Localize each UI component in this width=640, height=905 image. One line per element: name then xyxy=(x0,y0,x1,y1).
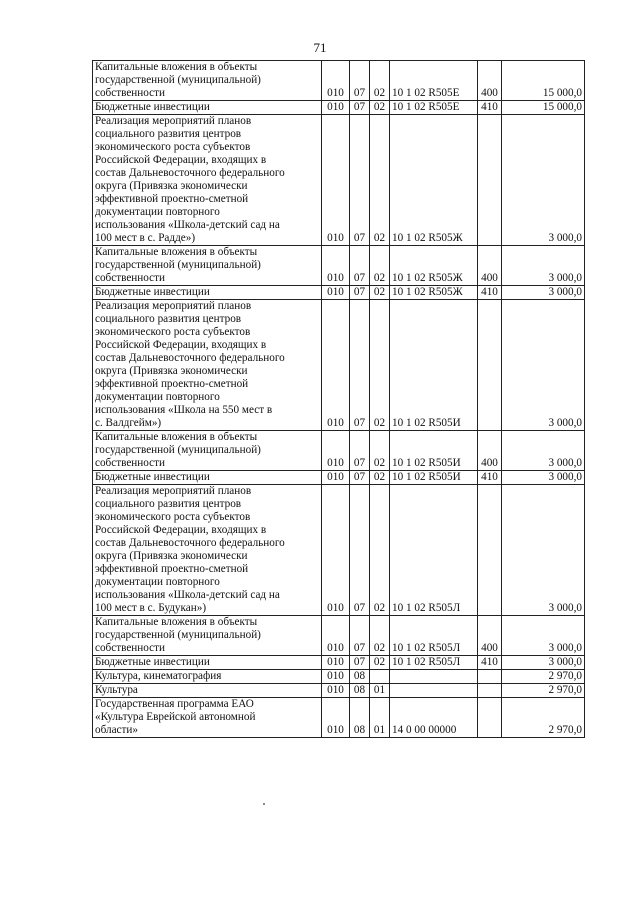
table-row xyxy=(93,286,585,300)
cell-section: 07 xyxy=(350,485,370,616)
cell-section: 07 xyxy=(350,656,370,670)
cell-amount: 3 000,0 xyxy=(502,485,585,616)
cell-subsection xyxy=(370,670,390,684)
cell-amount: 2 970,0 xyxy=(502,670,585,684)
table-row xyxy=(93,656,585,670)
table-row xyxy=(93,101,585,115)
cell-target-article: 10 1 02 R505Л xyxy=(390,656,478,670)
cell-grbs: 010 xyxy=(322,670,350,684)
table-row xyxy=(93,485,585,616)
cell-name: Бюджетные инвестиции xyxy=(93,286,322,300)
cell-amount: 3 000,0 xyxy=(502,115,585,246)
cell-expense-type: 410 xyxy=(478,656,502,670)
cell-target-article: 10 1 02 R505И xyxy=(390,431,478,471)
cell-target-article: 10 1 02 R505Е xyxy=(390,61,478,101)
cell-expense-type xyxy=(478,485,502,616)
cell-section: 07 xyxy=(350,101,370,115)
cell-grbs: 010 xyxy=(322,115,350,246)
cell-name: Государственная программа ЕАО «Культура Еврейской автономной области» xyxy=(93,698,322,738)
cell-grbs: 010 xyxy=(322,300,350,431)
cell-grbs: 010 xyxy=(322,286,350,300)
cell-name: Реализация мероприятий планов социального развития центров экономического роста субъектов Российской Федерации, входящих в состав Дальневосточного федерального округа (Привязка экономически эффективной проектно-сметной документации повторного использования «Школа-детский сад на 100 мест в с. Будукан») xyxy=(93,485,322,616)
cell-section: 07 xyxy=(350,471,370,485)
cell-grbs: 010 xyxy=(322,431,350,471)
cell-section: 07 xyxy=(350,300,370,431)
cell-section: 07 xyxy=(350,61,370,101)
cell-amount: 3 000,0 xyxy=(502,616,585,656)
cell-subsection: 02 xyxy=(370,616,390,656)
budget-table xyxy=(92,60,585,738)
cell-target-article: 10 1 02 R505Л xyxy=(390,616,478,656)
cell-name: Культура xyxy=(93,684,322,698)
cell-name: Бюджетные инвестиции xyxy=(93,471,322,485)
table-row xyxy=(93,61,585,101)
cell-subsection: 02 xyxy=(370,431,390,471)
cell-name: Капитальные вложения в объекты государственной (муниципальной) собственности xyxy=(93,246,322,286)
cell-expense-type: 410 xyxy=(478,286,502,300)
cell-subsection: 02 xyxy=(370,300,390,431)
table-row xyxy=(93,616,585,656)
cell-expense-type: 410 xyxy=(478,471,502,485)
cell-grbs: 010 xyxy=(322,61,350,101)
cell-target-article: 10 1 02 R505Ж xyxy=(390,246,478,286)
cell-expense-type xyxy=(478,684,502,698)
cell-name: Реализация мероприятий планов социального развития центров экономического роста субъектов Российской Федерации, входящих в состав Дальневосточного федерального округа (Привязка экономически эффективной проектно-сметной документации повторного использования «Школа-детский сад на 100 мест в с. Радде») xyxy=(93,115,322,246)
cell-amount: 3 000,0 xyxy=(502,246,585,286)
cell-subsection: 02 xyxy=(370,485,390,616)
cell-section: 07 xyxy=(350,616,370,656)
cell-expense-type xyxy=(478,670,502,684)
cell-target-article: 10 1 02 R505И xyxy=(390,300,478,431)
table-row xyxy=(93,698,585,738)
cell-target-article: 10 1 02 R505И xyxy=(390,471,478,485)
cell-amount: 3 000,0 xyxy=(502,286,585,300)
cell-subsection: 02 xyxy=(370,115,390,246)
cell-expense-type: 400 xyxy=(478,246,502,286)
cell-amount: 3 000,0 xyxy=(502,431,585,471)
page-number: 71 xyxy=(313,40,327,55)
cell-subsection: 02 xyxy=(370,471,390,485)
cell-amount: 15 000,0 xyxy=(502,101,585,115)
cell-subsection: 02 xyxy=(370,101,390,115)
cell-grbs: 010 xyxy=(322,656,350,670)
cell-target-article: 10 1 02 R505Л xyxy=(390,485,478,616)
cell-subsection: 02 xyxy=(370,656,390,670)
table-row xyxy=(93,115,585,246)
cell-amount: 2 970,0 xyxy=(502,684,585,698)
cell-expense-type xyxy=(478,698,502,738)
cell-target-article: 10 1 02 R505Ж xyxy=(390,115,478,246)
cell-name: Бюджетные инвестиции xyxy=(93,101,322,115)
cell-expense-type: 400 xyxy=(478,616,502,656)
cell-grbs: 010 xyxy=(322,698,350,738)
stray-mark xyxy=(263,803,265,805)
cell-target-article xyxy=(390,670,478,684)
cell-target-article xyxy=(390,684,478,698)
cell-expense-type xyxy=(478,300,502,431)
cell-section: 07 xyxy=(350,115,370,246)
cell-amount: 15 000,0 xyxy=(502,61,585,101)
cell-grbs: 010 xyxy=(322,246,350,286)
table-row xyxy=(93,670,585,684)
cell-expense-type: 400 xyxy=(478,431,502,471)
table-row xyxy=(93,684,585,698)
cell-section: 08 xyxy=(350,684,370,698)
cell-section: 07 xyxy=(350,246,370,286)
cell-target-article: 14 0 00 00000 xyxy=(390,698,478,738)
cell-grbs: 010 xyxy=(322,101,350,115)
cell-target-article: 10 1 02 R505Ж xyxy=(390,286,478,300)
cell-subsection: 01 xyxy=(370,684,390,698)
cell-name: Капитальные вложения в объекты государственной (муниципальной) собственности xyxy=(93,616,322,656)
table-row xyxy=(93,431,585,471)
cell-section: 08 xyxy=(350,698,370,738)
cell-name: Капитальные вложения в объекты государственной (муниципальной) собственности xyxy=(93,431,322,471)
cell-expense-type xyxy=(478,115,502,246)
table-row xyxy=(93,471,585,485)
cell-name: Бюджетные инвестиции xyxy=(93,656,322,670)
cell-section: 08 xyxy=(350,670,370,684)
cell-name: Реализация мероприятий планов социального развития центров экономического роста субъектов Российской Федерации, входящих в состав Дальневосточного федерального округа (Привязка экономически эффективной проектно-сметной документации повторного использования «Школа на 550 мест в с. Валдгейм») xyxy=(93,300,322,431)
cell-expense-type: 400 xyxy=(478,61,502,101)
cell-subsection: 02 xyxy=(370,61,390,101)
cell-amount: 3 000,0 xyxy=(502,300,585,431)
cell-amount: 3 000,0 xyxy=(502,656,585,670)
cell-name: Капитальные вложения в объекты государственной (муниципальной) собственности xyxy=(93,61,322,101)
cell-section: 07 xyxy=(350,431,370,471)
cell-expense-type: 410 xyxy=(478,101,502,115)
cell-grbs: 010 xyxy=(322,471,350,485)
cell-subsection: 02 xyxy=(370,286,390,300)
cell-section: 07 xyxy=(350,286,370,300)
cell-subsection: 02 xyxy=(370,246,390,286)
cell-subsection: 01 xyxy=(370,698,390,738)
table-row xyxy=(93,246,585,286)
cell-target-article: 10 1 02 R505Е xyxy=(390,101,478,115)
table-row xyxy=(93,300,585,431)
cell-amount: 3 000,0 xyxy=(502,471,585,485)
cell-grbs: 010 xyxy=(322,485,350,616)
cell-amount: 2 970,0 xyxy=(502,698,585,738)
cell-name: Культура, кинематография xyxy=(93,670,322,684)
cell-grbs: 010 xyxy=(322,616,350,656)
cell-grbs: 010 xyxy=(322,684,350,698)
